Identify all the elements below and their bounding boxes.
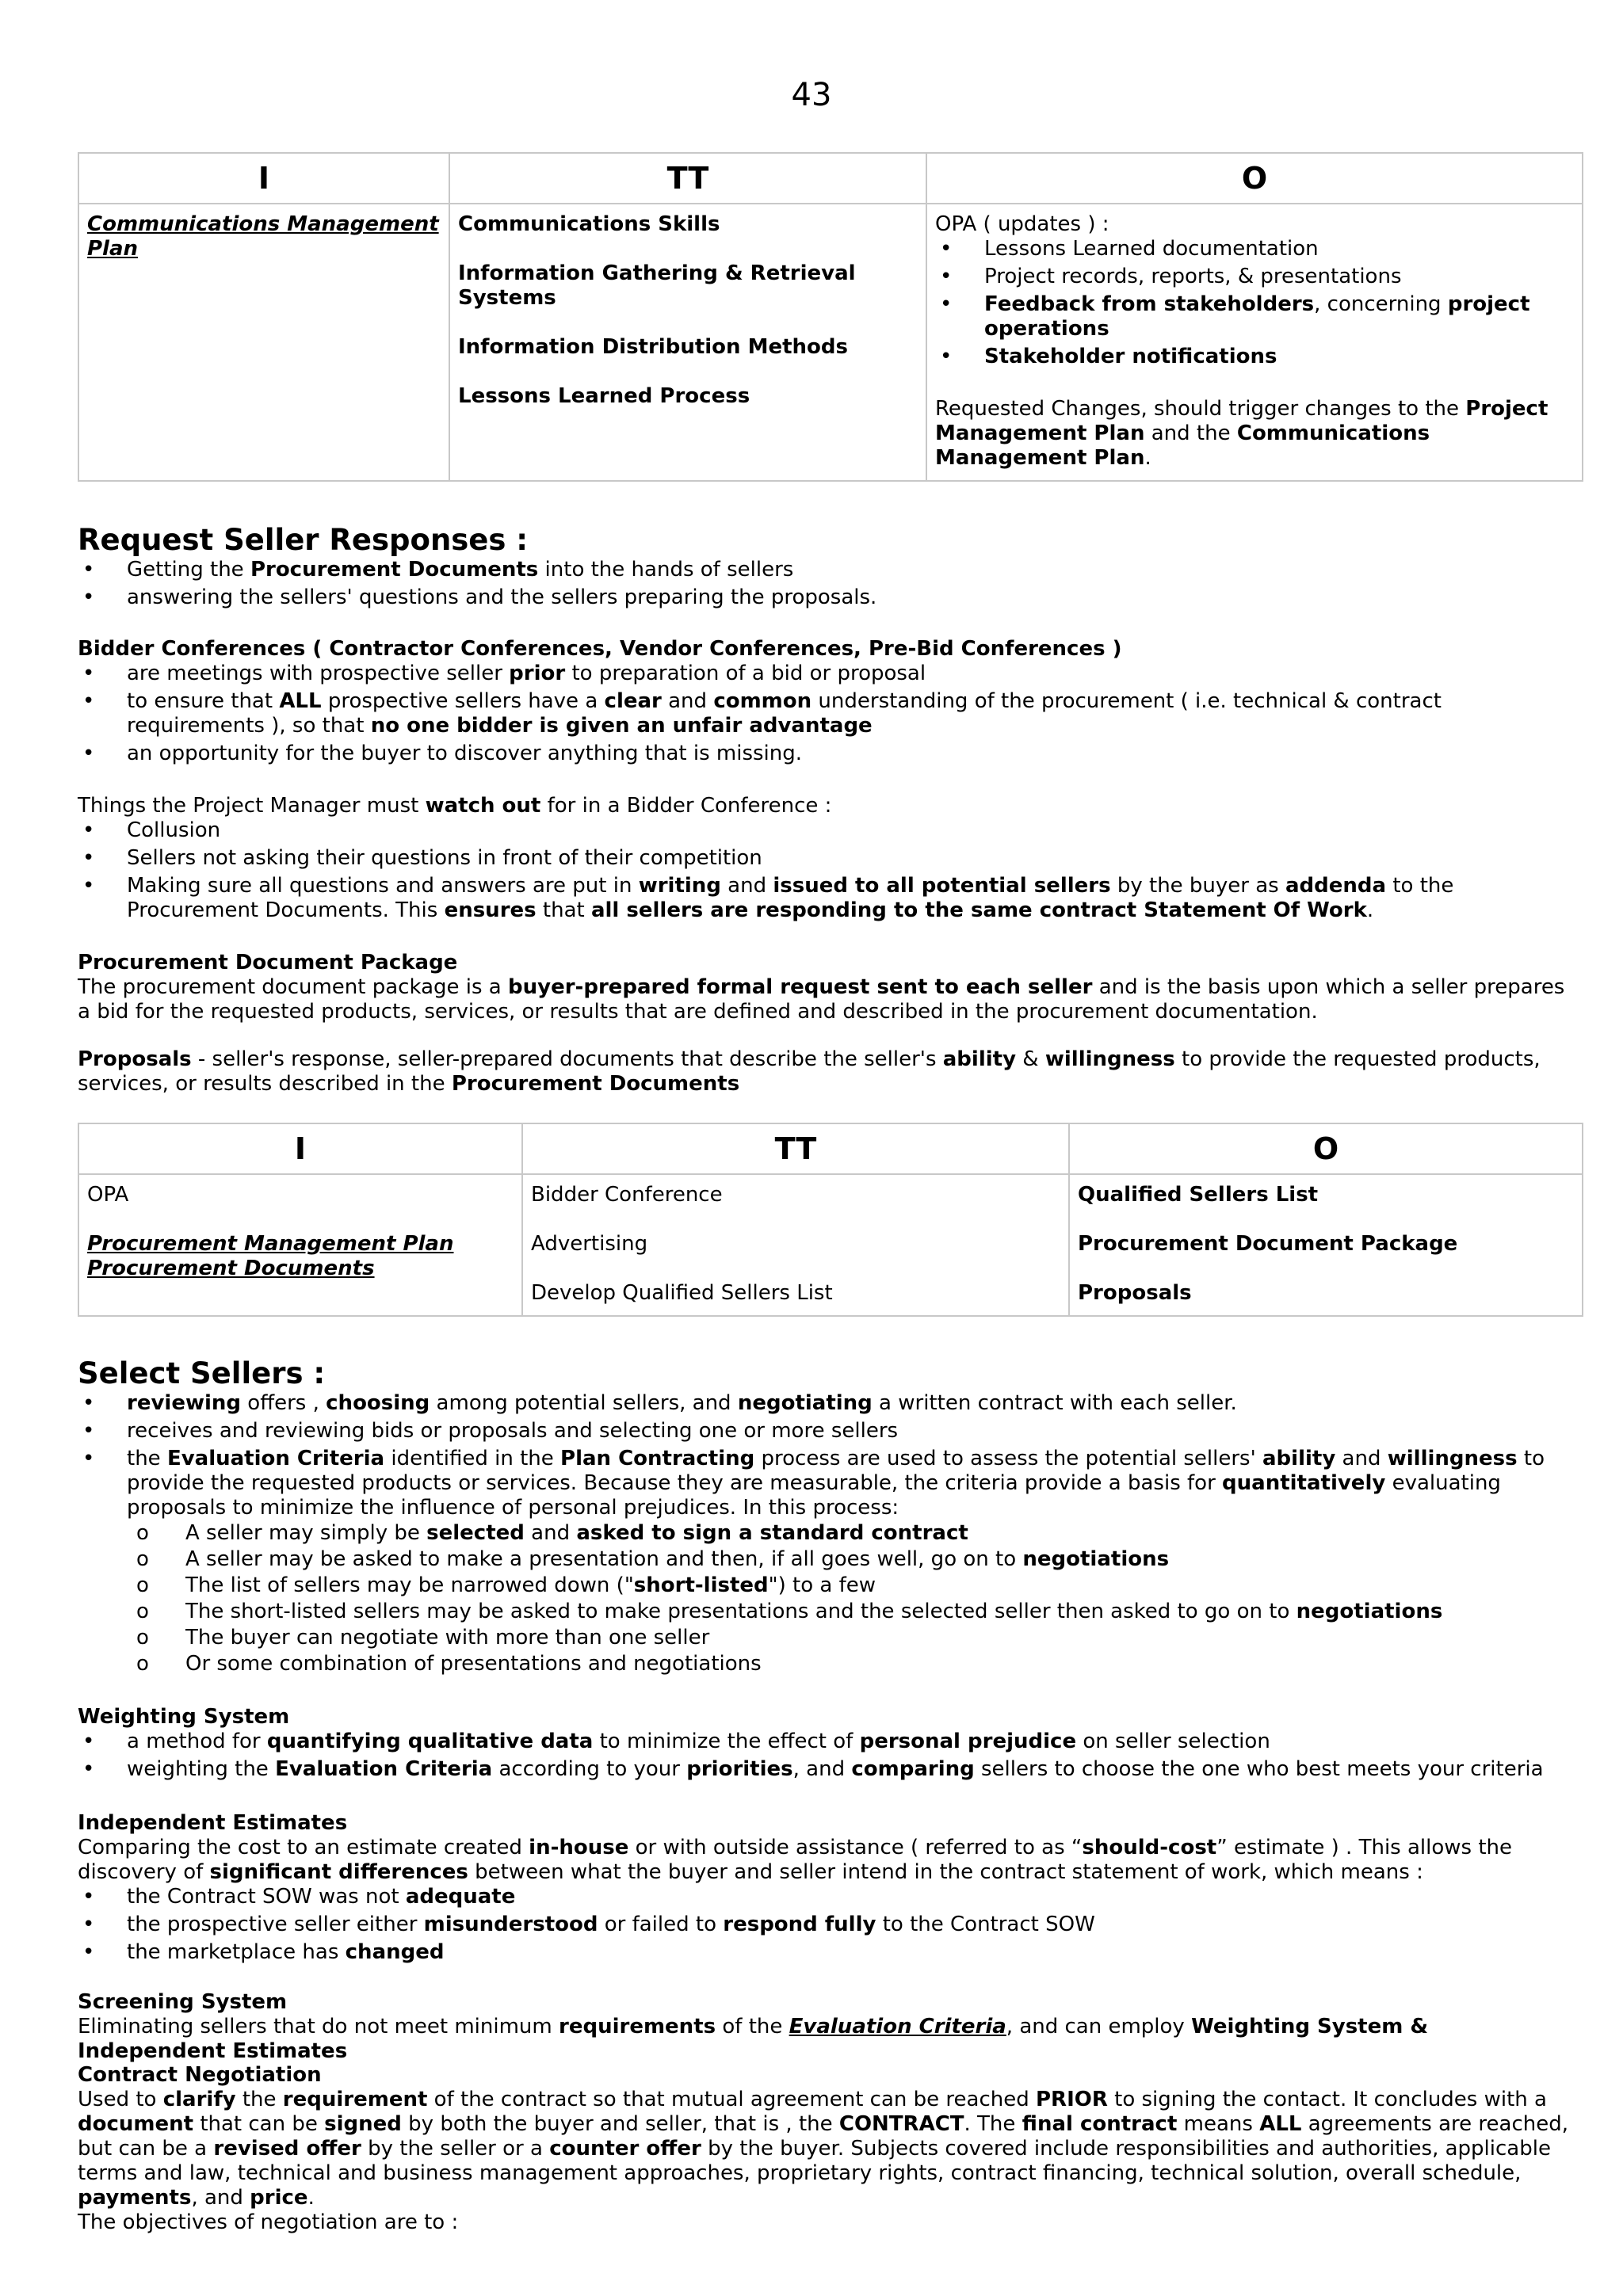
bullet-list xyxy=(78,1730,1582,1782)
ito-table-communications xyxy=(78,152,1582,482)
list-item: • Stakeholder notifications xyxy=(935,345,1574,369)
paragraph: Comparing the cost to an estimate created in-house or with outside assistance ( referred to as “should-cost” estimate ) . This allows the discovery of significant differences between what the buyer and seller intend in the contract statement of work, which means : xyxy=(78,1836,1513,1884)
list-item: o A seller may simply be selected and asked to sign a standard contract xyxy=(127,1520,1582,1547)
list-item: • Getting the Procurement Documents into the hands of sellers xyxy=(78,558,1582,582)
tool-item: Bidder Conference xyxy=(531,1183,723,1207)
sub-bullet-list xyxy=(78,1520,1582,1677)
bullet-list xyxy=(78,1885,1582,1965)
output-item: Procurement Document Package xyxy=(1078,1232,1458,1256)
list-item: • receives and reviewing bids or proposals and selecting one or more sellers xyxy=(78,1419,1582,1444)
list-item: • Making sure all questions and answers are put in writing and issued to all potential sellers by the buyer as addenda to the Procurement Documents. This ensures that all sellers are responding to the same contract Statement Of Work. xyxy=(78,874,1582,923)
list-item: • Project records, reports, & presentations xyxy=(935,265,1574,289)
tool-item: Information Distribution Methods xyxy=(458,335,848,359)
subsection-procurement-document-package xyxy=(78,951,1582,1024)
bullet-list xyxy=(78,818,1582,923)
tools-cell xyxy=(449,204,926,481)
bullet-list xyxy=(78,558,1582,610)
subsection-heading: Weighting System xyxy=(78,1705,290,1729)
subsection-independent-estimates xyxy=(78,1811,1582,1968)
list-item: • to ensure that ALL prospective sellers have a clear and common understanding of the procurement ( i.e. technical & contract requirements ), so that no one bidder is given an unfair advantage xyxy=(78,689,1582,738)
list-item: • are meetings with prospective seller prior to preparation of a bid or proposal xyxy=(78,662,1582,686)
section-heading: Request Seller Responses : xyxy=(78,523,529,557)
paragraph: Proposals - seller's response, seller-prepared documents that describe the seller's ability & willingness to provide the requested products, services, or results described in the Procurement Documents xyxy=(78,1047,1541,1096)
input-item: OPA xyxy=(87,1183,129,1207)
paragraph: Things the Project Manager must watch out for in a Bidder Conference : xyxy=(78,794,832,818)
section-heading: Select Sellers : xyxy=(78,1356,326,1390)
subsection-contract-negotiation xyxy=(78,2063,1582,2235)
input-item: Procurement Management Plan xyxy=(87,1232,454,1256)
subsection-screening-system xyxy=(78,1990,1582,2064)
paragraph: Used to clarify the requirement of the contract so that mutual agreement can be reached PRIOR to signing the contact. It concludes with a document that can be signed by both the buyer and seller, that is , the CONTRACT. The final contract means ALL agreements are reached, but can be a revised offer by the seller or a counter offer by the buyer. Subjects covered include responsibilities and authorities, applicable terms and law, technical and business management approaches, proprietary rights, contract financing, technical solution, overall schedule, payments, and price. xyxy=(78,2088,1568,2210)
output-item: Qualified Sellers List xyxy=(1078,1183,1319,1207)
requested-changes-text: Requested Changes, should trigger changes to the Project Management Plan and the Communications Management Plan. xyxy=(935,397,1549,470)
opa-updates-label: OPA ( updates ) : xyxy=(935,212,1109,236)
list-item: o The buyer can negotiate with more than one seller xyxy=(127,1625,1582,1651)
paragraph: Eliminating sellers that do not meet minimum requirements of the Evaluation Criteria, and can employ Weighting System & Independent Estimates xyxy=(78,2015,1429,2063)
tool-item: Communications Skills xyxy=(458,212,720,236)
list-item: • Feedback from stakeholders, concerning project operations xyxy=(935,292,1574,341)
page-number: 43 xyxy=(791,77,832,113)
section-request-seller-responses xyxy=(78,523,1582,613)
outputs-cell xyxy=(926,204,1583,481)
tool-item: Lessons Learned Process xyxy=(458,384,750,408)
header-inputs: I xyxy=(78,153,449,204)
subsection-bidder-conferences xyxy=(78,637,1582,769)
subsection-weighting-system xyxy=(78,1705,1582,1785)
header-outputs: O xyxy=(1069,1123,1583,1174)
list-item: • Lessons Learned documentation xyxy=(935,237,1574,261)
outputs-cell xyxy=(1069,1174,1583,1316)
section-select-sellers xyxy=(78,1356,1582,1677)
list-item: o A seller may be asked to make a presentation and then, if all goes well, go on to negotiations xyxy=(127,1547,1582,1573)
tool-item: Advertising xyxy=(531,1232,648,1256)
list-item: • the Evaluation Criteria identified in the Plan Contracting process are used to assess the potential sellers' ability and willingness to provide the requested products or services. Because they are measurable, the criteria provide a basis for quantitatively evaluating proposals to minimize the influence of personal prejudices. In this process: xyxy=(78,1447,1582,1520)
ito-table-request-seller-responses xyxy=(78,1123,1582,1317)
subsection-proposals xyxy=(78,1047,1582,1097)
tool-item: Develop Qualified Sellers List xyxy=(531,1281,833,1305)
list-item: o Or some combination of presentations and negotiations xyxy=(127,1651,1582,1677)
list-item: • the marketplace has changed xyxy=(78,1940,1582,1965)
subsection-heading: Contract Negotiation xyxy=(78,2063,322,2087)
tool-item: Information Gathering & Retrieval Systems xyxy=(458,261,856,310)
list-item: o The short-listed sellers may be asked to make presentations and the selected seller then asked to go on to negotiations xyxy=(127,1599,1582,1625)
subsection-heading: Screening System xyxy=(78,1990,288,2014)
header-outputs: O xyxy=(926,153,1583,204)
output-bullet-list xyxy=(935,237,1574,369)
paragraph: The objectives of negotiation are to : xyxy=(78,2210,459,2234)
list-item: • reviewing offers , choosing among potential sellers, and negotiating a written contract with each seller. xyxy=(78,1391,1582,1416)
input-item: Communications Management Plan xyxy=(87,212,439,261)
header-tools: TT xyxy=(449,153,926,204)
paragraph: The procurement document package is a buyer-prepared formal request sent to each seller and is the basis upon which a seller prepares a bid for the requested products, services, or results that are defined and described in the procurement documentation. xyxy=(78,975,1565,1024)
list-item: o The list of sellers may be narrowed down ("short-listed") to a few xyxy=(127,1573,1582,1599)
tools-cell xyxy=(522,1174,1069,1316)
subsection-heading: Procurement Document Package xyxy=(78,951,458,974)
list-item: • weighting the Evaluation Criteria according to your priorities, and comparing sellers to choose the one who best meets your criteria xyxy=(78,1757,1582,1782)
bullet-list xyxy=(78,1391,1582,1520)
list-item: • Collusion xyxy=(78,818,1582,843)
input-item: Procurement Documents xyxy=(87,1257,375,1280)
subsection-watch-out xyxy=(78,794,1582,926)
list-item: • an opportunity for the buyer to discover anything that is missing. xyxy=(78,742,1582,766)
list-item: • the prospective seller either misunderstood or failed to respond fully to the Contract SOW xyxy=(78,1913,1582,1937)
output-item: Proposals xyxy=(1078,1281,1192,1305)
header-tools: TT xyxy=(522,1123,1069,1174)
list-item: • the Contract SOW was not adequate xyxy=(78,1885,1582,1909)
subsection-heading: Independent Estimates xyxy=(78,1811,348,1835)
inputs-cell xyxy=(78,1174,522,1316)
subsection-heading: Bidder Conferences ( Contractor Conferences, Vendor Conferences, Pre-Bid Conferences ) xyxy=(78,637,1122,661)
header-inputs: I xyxy=(78,1123,522,1174)
list-item: • Sellers not asking their questions in front of their competition xyxy=(78,846,1582,871)
bullet-list xyxy=(78,662,1582,766)
list-item: • answering the sellers' questions and the sellers preparing the proposals. xyxy=(78,585,1582,610)
list-item: • a method for quantifying qualitative data to minimize the effect of personal prejudice on seller selection xyxy=(78,1730,1582,1754)
inputs-cell xyxy=(78,204,449,481)
